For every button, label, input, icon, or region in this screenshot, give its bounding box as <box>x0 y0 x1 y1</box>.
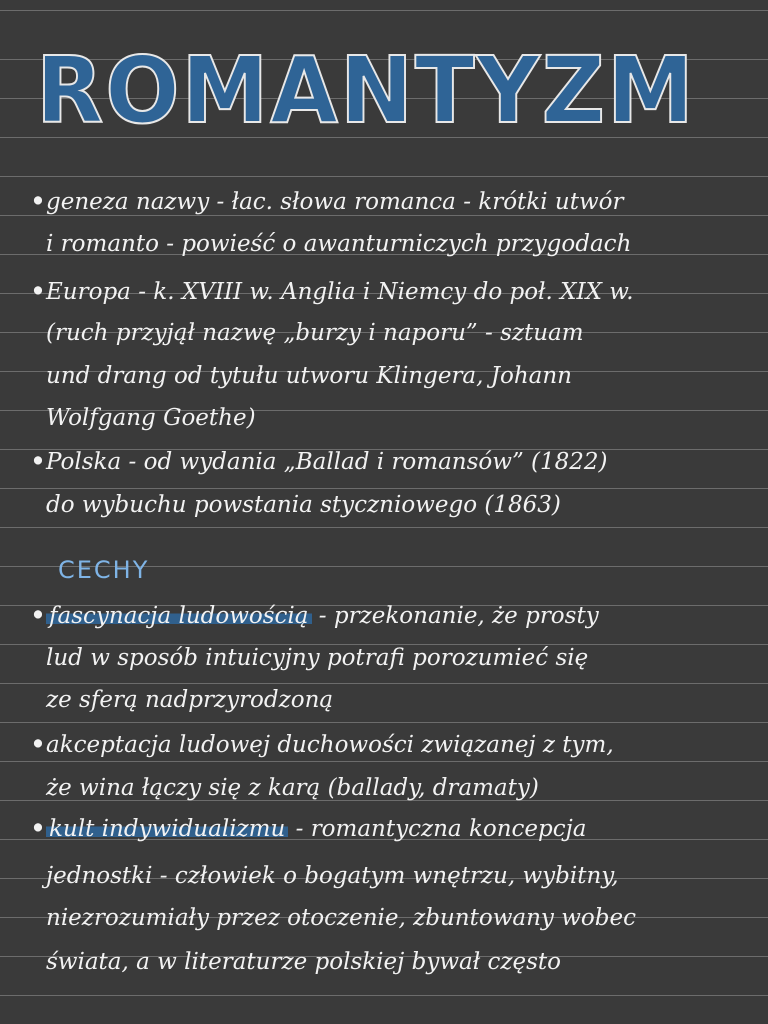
feature-line <box>30 725 735 765</box>
highlighted-term: fascynacja ludowością <box>46 603 312 629</box>
note-text: jednostki - człowiek o bogatym wnętrzu, wybitny, <box>46 863 619 889</box>
note-line <box>30 272 735 312</box>
note-text: że wina łączy się z karą (ballady, dramaty) <box>46 775 539 801</box>
note-text: (ruch przyjął nazwę „burzy i naporu” - sztuam <box>46 320 584 346</box>
page-title: ROMANTYZM <box>36 37 696 144</box>
bullet-point: • <box>30 188 46 215</box>
feature-line <box>30 768 735 808</box>
note-line <box>30 224 735 264</box>
bullet-point: • <box>30 815 46 842</box>
note-line <box>30 485 735 525</box>
note-text: - przekonanie, że prosty <box>311 603 599 629</box>
bullet-point: • <box>30 731 46 758</box>
note-line <box>30 442 735 482</box>
feature-line <box>30 680 735 720</box>
note-text: Europa - k. XVIII w. Anglia i Niemcy do poł. XIX w. <box>46 279 634 305</box>
note-line <box>30 356 735 396</box>
note-text: - romantyczna koncepcja <box>288 816 587 842</box>
note-text: Polska - od wydania „Ballad i romansów” (1822) <box>46 449 608 475</box>
note-text: lud w sposób intuicyjny potrafi porozumieć się <box>46 645 589 671</box>
note-text: niezrozumiały przez otoczenie, zbuntowany wobec <box>46 905 636 931</box>
note-text: geneza nazwy - łac. słowa romanca - krótki utwór <box>46 189 624 215</box>
feature-line <box>30 809 735 849</box>
feature-line <box>30 856 735 896</box>
note-line <box>30 313 735 353</box>
note-text: do wybuchu powstania styczniowego (1863) <box>46 492 561 518</box>
note-line <box>30 398 735 438</box>
note-text: Wolfgang Goethe) <box>46 405 256 431</box>
feature-line <box>30 898 735 938</box>
feature-line <box>30 942 735 982</box>
note-text: ze sferą nadprzyrodzoną <box>46 687 334 713</box>
feature-line <box>30 596 735 636</box>
bullet-point: • <box>30 602 46 629</box>
feature-line <box>30 638 735 678</box>
bullet-point: • <box>30 278 46 305</box>
section-heading: CECHY <box>58 556 150 584</box>
note-line <box>30 182 735 222</box>
bullet-point: • <box>30 448 46 475</box>
note-text: i romanto - powieść o awanturniczych przygodach <box>46 231 632 257</box>
note-text: und drang od tytułu utworu Klingera, Johann <box>46 363 572 389</box>
note-text: świata, a w literaturze polskiej bywał często <box>46 949 561 975</box>
highlighted-term: kult indywidualizmu <box>46 816 288 842</box>
note-text: akceptacja ludowej duchowości związanej z tym, <box>46 732 614 758</box>
